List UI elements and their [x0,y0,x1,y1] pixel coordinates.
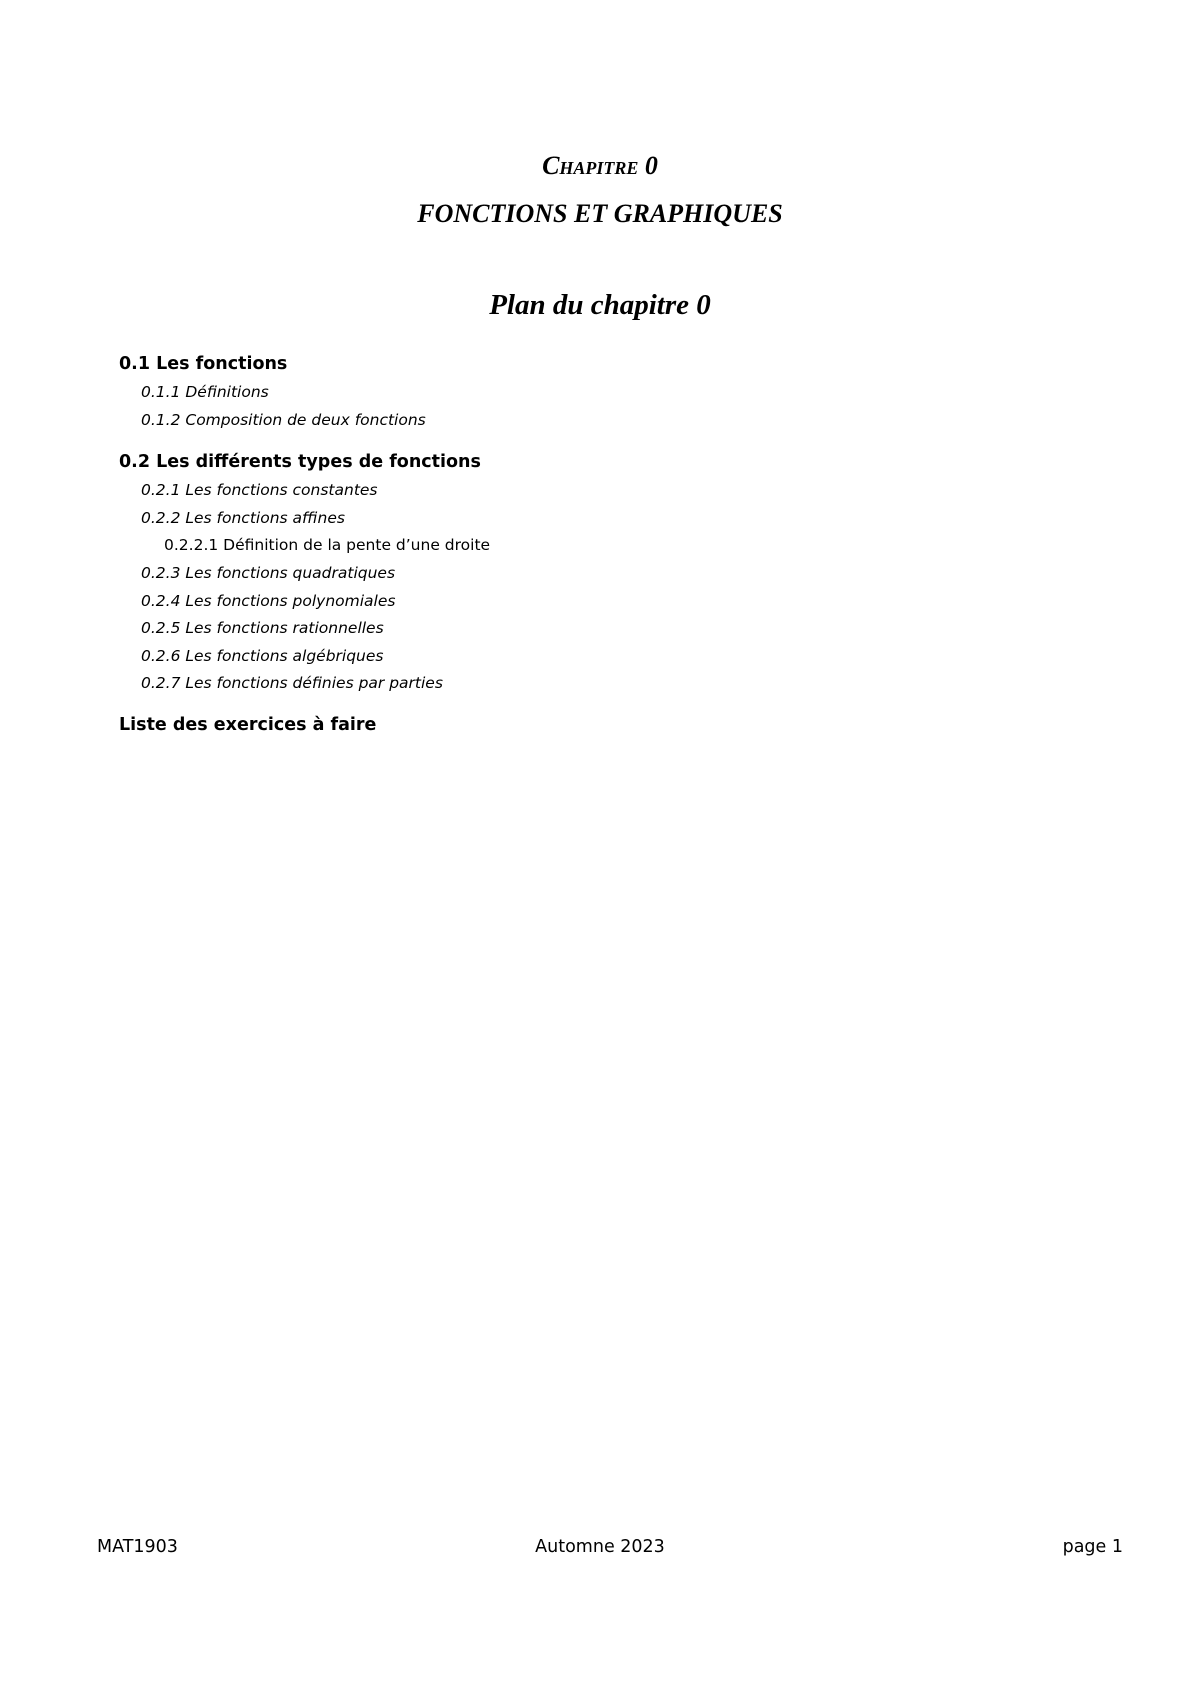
toc-section-0-1: 0.1 Les fonctions [119,354,288,374]
footer-course-code: MAT1903 [97,1537,178,1557]
toc-subsection-0-2-3: 0.2.3 Les fonctions quadratiques [141,564,396,582]
plan-title: Plan du chapitre 0 [489,289,711,321]
footer-page-number: page 1 [1062,1537,1123,1557]
toc-subsection-0-2-4: 0.2.4 Les fonctions polynomiales [141,592,396,610]
toc-subsection-0-1-2: 0.1.2 Composition de deux fonctions [141,411,426,429]
toc-subsubsection-0-2-2-1: 0.2.2.1 Définition de la pente d’une droite [164,536,491,554]
toc-exercise-list: Liste des exercices à faire [119,715,377,735]
toc-subsection-0-2-7: 0.2.7 Les fonctions définies par parties [141,674,443,692]
toc-subsection-0-2-5: 0.2.5 Les fonctions rationnelles [141,619,384,637]
toc-subsection-0-2-6: 0.2.6 Les fonctions algébriques [141,647,384,665]
toc-subsection-0-1-1: 0.1.1 Définitions [141,383,269,401]
toc-section-0-2: 0.2 Les différents types de fonctions [119,452,481,472]
footer-term: Automne 2023 [535,1537,665,1557]
chapter-title: FONCTIONS ET GRAPHIQUES [417,199,783,228]
toc-subsection-0-2-1: 0.2.1 Les fonctions constantes [141,481,378,499]
chapter-label: Chapitre 0 [542,151,658,180]
toc-subsection-0-2-2: 0.2.2 Les fonctions affines [141,509,345,527]
